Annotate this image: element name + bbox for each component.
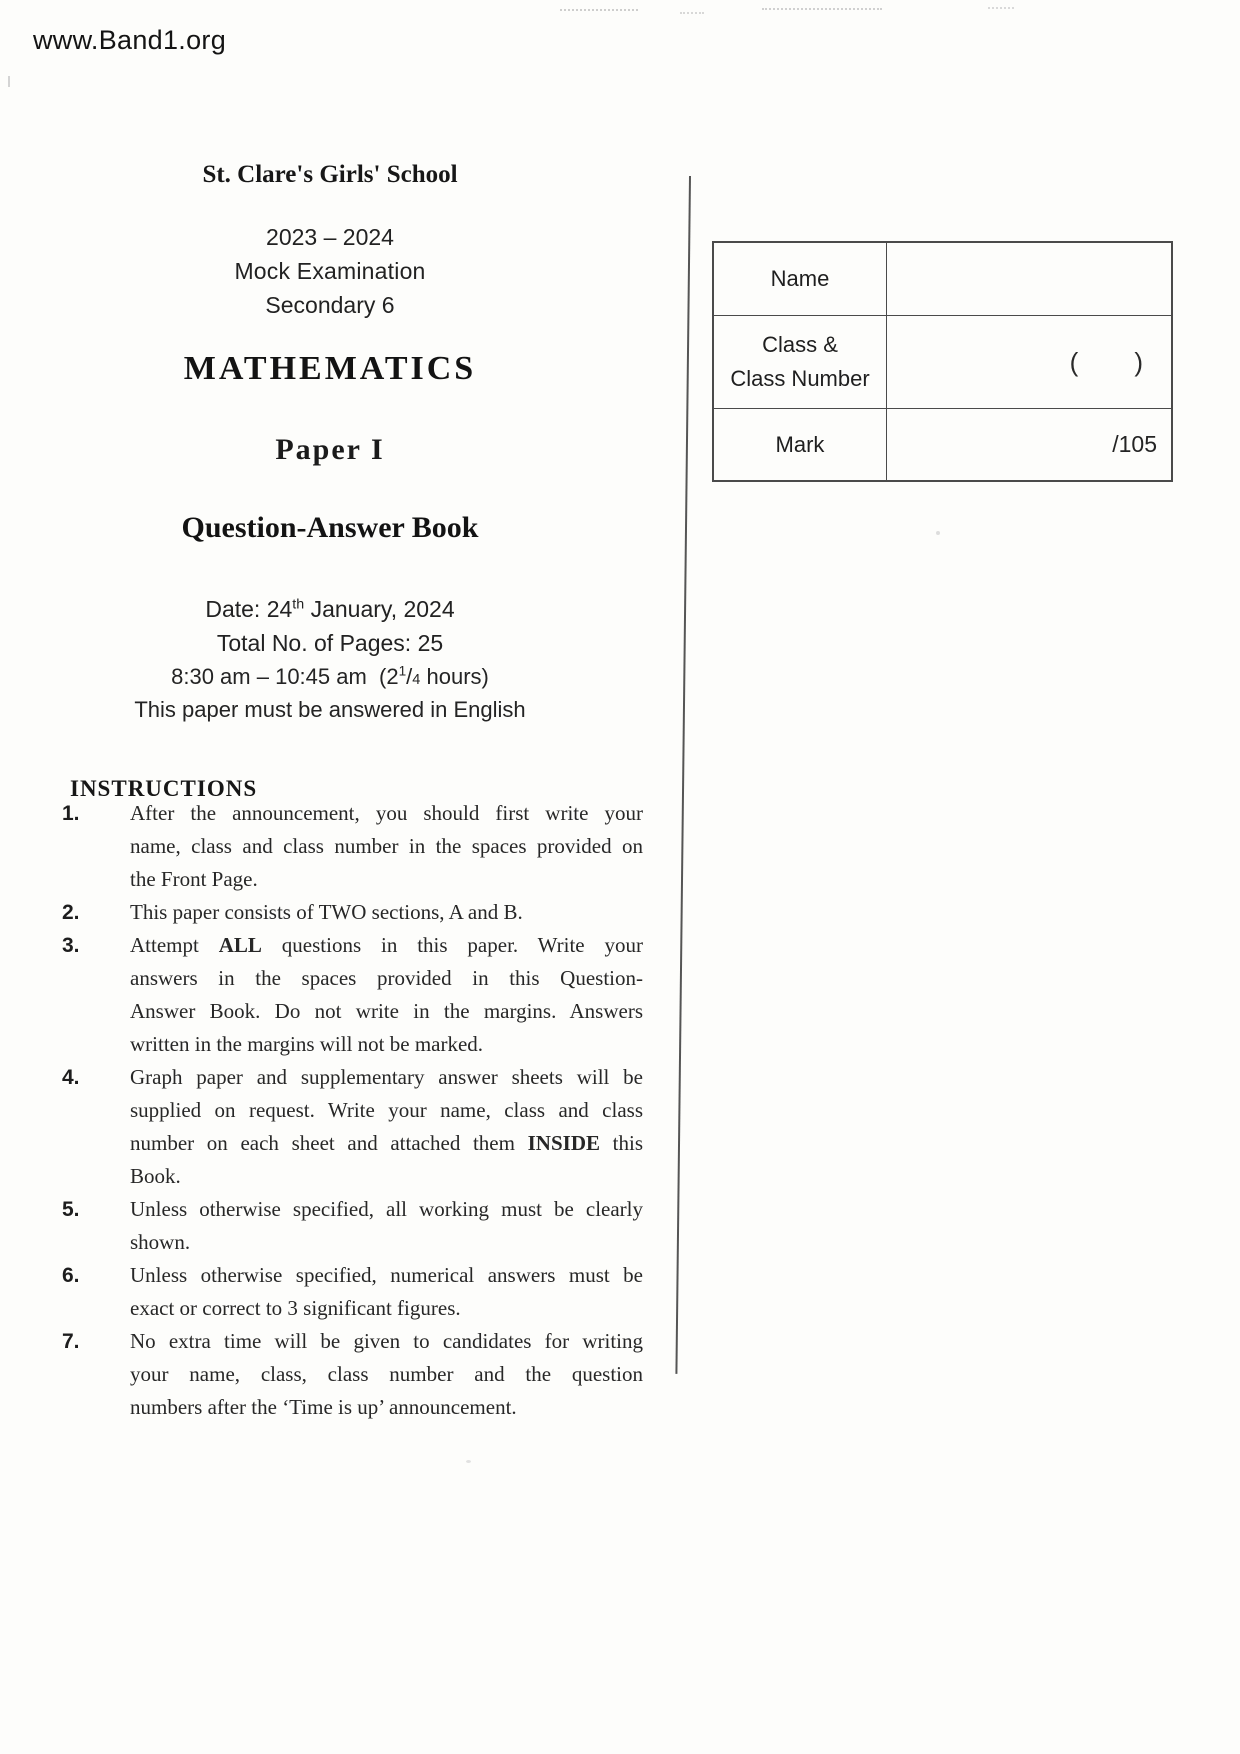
item-line: name, class and class number in the spaces provided on <box>130 834 643 858</box>
site-watermark: www.Band1.org <box>33 25 227 55</box>
instructions-heading: INSTRUCTIONS <box>70 776 258 801</box>
class-label-line2: Class Number <box>730 366 870 391</box>
exam-date <box>50 596 610 623</box>
scan-artifact <box>762 8 882 10</box>
item-number: 3. <box>62 934 80 957</box>
item-line: This paper consists of TWO sections, A and B. <box>130 900 523 924</box>
instructions-list <box>62 797 643 1424</box>
item-line-bold-segment: ALL <box>218 933 262 957</box>
item-line: Unless otherwise specified, numerical answers must be <box>130 1263 643 1287</box>
school-year: 2023 – 2024 <box>266 224 394 250</box>
instruction-item-5 <box>62 1193 643 1259</box>
instruction-item-7 <box>62 1325 643 1424</box>
item-line: Answer Book. Do not write in the margins. Answers <box>130 999 643 1023</box>
item-line <box>130 1127 643 1160</box>
item-text <box>130 1259 643 1325</box>
item-line-segment: questions in this paper. Write your <box>261 933 643 957</box>
instruction-item-2 <box>62 896 643 929</box>
fraction-numerator: 1 <box>398 663 407 679</box>
class-label <box>730 328 869 396</box>
item-text <box>130 896 643 929</box>
date-text-suffix: January, 2024 <box>304 596 455 622</box>
item-text <box>130 1193 643 1259</box>
item-number: 5. <box>62 1198 80 1221</box>
item-line: No extra time will be given to candidates for writing <box>130 1329 643 1353</box>
name-label-cell <box>714 243 887 316</box>
class-paren-close: ) <box>1134 346 1143 377</box>
item-line: shown. <box>130 1230 191 1254</box>
margin-rule-line <box>675 176 691 1374</box>
instruction-item-1 <box>62 797 643 896</box>
item-line: Graph paper and supplementary answer sheets will be <box>130 1065 643 1089</box>
time-text-suffix: hours) <box>420 664 489 689</box>
item-line-bold-segment: INSIDE <box>527 1131 600 1155</box>
item-line: exact or correct to 3 significant figures. <box>130 1296 461 1320</box>
mark-label-cell <box>714 409 887 480</box>
item-line: After the announcement, you should first write your <box>130 801 643 825</box>
item-number: 7. <box>62 1330 80 1353</box>
item-text <box>130 929 643 1061</box>
instruction-item-4 <box>62 1061 643 1193</box>
item-text <box>130 1061 643 1193</box>
date-ordinal-superscript: th <box>292 596 305 613</box>
item-line-segment: this <box>600 1131 643 1155</box>
mark-label: Mark <box>775 431 825 457</box>
item-line: Book. <box>130 1164 181 1188</box>
date-text: Date: 24 <box>205 596 293 622</box>
candidate-info-table <box>712 241 1173 482</box>
item-line: answers in the spaces provided in this Question- <box>130 966 643 990</box>
scan-artifact <box>8 76 10 87</box>
class-paren-open: ( <box>1069 346 1079 377</box>
exam-title: Mock Examination <box>234 258 426 284</box>
paper-number: Paper I <box>275 433 385 466</box>
item-number: 4. <box>62 1066 80 1089</box>
class-label-cell <box>714 316 887 409</box>
item-line <box>130 929 643 962</box>
book-title: Question-Answer Book <box>181 511 479 544</box>
scan-artifact <box>560 9 638 11</box>
fraction-denominator: 4 <box>412 672 421 688</box>
scan-artifact <box>936 531 940 535</box>
item-line: the Front Page. <box>130 867 258 891</box>
fraction-slash: / <box>406 664 413 689</box>
scan-artifact <box>466 1460 471 1463</box>
item-number: 1. <box>62 802 80 825</box>
name-value-cell <box>887 243 1171 316</box>
item-number: 6. <box>62 1264 80 1287</box>
name-label: Name <box>770 266 830 291</box>
class-value-cell <box>887 316 1171 409</box>
form-level: Secondary 6 <box>265 292 395 318</box>
item-text <box>130 1325 643 1424</box>
item-line: supplied on request. Write your name, class and class <box>130 1098 643 1122</box>
subject-title: MATHEMATICS <box>183 350 477 387</box>
exam-time <box>50 664 610 690</box>
item-line-segment: Attempt <box>130 933 219 957</box>
language-note: This paper must be answered in English <box>134 697 526 722</box>
mark-total: /105 <box>1112 431 1157 457</box>
item-line: your name, class, class number and the question <box>130 1362 643 1386</box>
class-label-line1: Class & <box>762 332 838 357</box>
item-number: 2. <box>62 901 80 924</box>
time-text: 8:30 am – 10:45 am (2 <box>171 664 399 689</box>
item-line: written in the margins will not be marked. <box>130 1032 484 1056</box>
item-line: Unless otherwise specified, all working must be clearly <box>130 1197 643 1221</box>
item-text <box>130 797 643 896</box>
item-line-segment: number on each sheet and attached them <box>130 1131 528 1155</box>
total-pages: Total No. of Pages: 25 <box>216 630 444 656</box>
mark-value-cell <box>887 409 1171 480</box>
scan-artifact <box>680 12 704 14</box>
scan-artifact <box>988 7 1014 9</box>
school-name: St. Clare's Girls' School <box>202 161 458 188</box>
instruction-item-3 <box>62 929 643 1061</box>
instruction-item-6 <box>62 1259 643 1325</box>
item-line: numbers after the ‘Time is up’ announcement. <box>130 1395 517 1419</box>
